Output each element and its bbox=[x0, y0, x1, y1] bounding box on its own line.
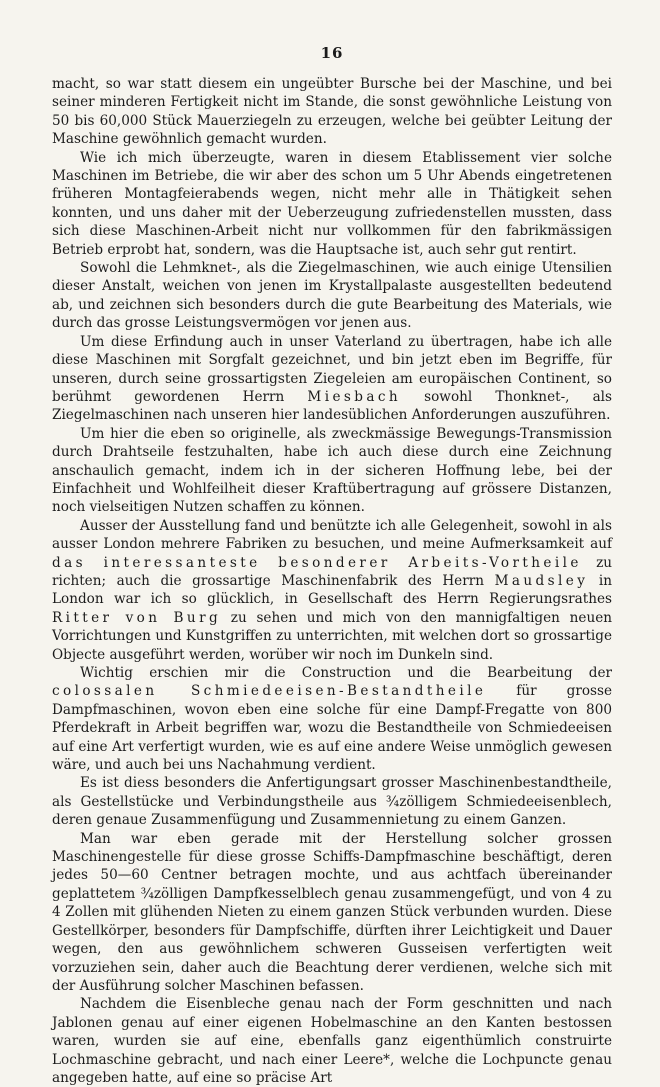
spaced-emphasis-text: Miesbach bbox=[307, 388, 402, 405]
paragraph-text: für grosse Dampfmaschinen, wovon eben eine solche für eine Dampf-Fregatte von 800 Pferdekraft in Arbeit begriffen war, wozu die Bestandtheile von Schmiedeeisen auf eine Art verfertigt wurden, wie es auf eine andere Weise unmöglich gewesen wäre, und auch bei uns Nachahmung verdient. bbox=[52, 683, 613, 774]
paragraph-text: Um diese Erfindung auch in unser Vaterland zu übertragen, habe ich alle diese Maschinen mit Sorgfalt gezeichnet, und bin jetzt eben im Begriffe, für unseren, durch seine grossartigsten Ziegeleien am europäischen Continent, so berühmt gewordenen Herrn bbox=[52, 333, 612, 405]
paragraph bbox=[52, 425, 612, 517]
spaced-emphasis-text: Maudsley bbox=[494, 572, 589, 589]
spaced-emphasis-text: Ritter von Burg bbox=[52, 609, 222, 626]
paragraph-text: sowohl Thonknet-, als Ziegelmaschinen nach unseren hier landesüblichen Anforderungen auszuführen. bbox=[52, 388, 613, 424]
paragraph-text: Es ist diess besonders die Anfertigungsart grosser Maschinenbestandtheile, als Gestellstücke und Verbindungstheile aus ¾zölligem Schmiedeeisenblech, deren genaue Zusammenfügung und Zusammennietung zu einem Ganzen. bbox=[52, 775, 612, 829]
paragraph-text: in London war ich so glücklich, in Gesellschaft des Herrn Regierungsrathes bbox=[52, 572, 612, 608]
paragraph bbox=[52, 664, 612, 774]
paragraph-text: Sowohl die Lehmknet-, als die Ziegelmaschinen, wie auch einige Utensilien dieser Anstalt, weichen von jenen im Krystallpalaste ausgestellten bedeutend ab, und zeichnen sich besonders durch die gute Bearbeitung des Materials, wie durch das grosse Leistungsvermögen vor jenen aus. bbox=[52, 260, 612, 332]
page-number: 16 bbox=[320, 44, 344, 62]
paragraph bbox=[52, 75, 612, 149]
paragraph-text: Man war eben gerade mit der Herstellung solcher grossen Maschinengestelle für diese grosse Schiffs-Dampfmaschine beschäftigt, deren jedes 50—60 Centner betragen mochte, und aus achtfach übereinander geplattetem ¾zölligen Dampfkesselblech genau zusammengefügt, und von 4 zu 4 Zollen mit glühenden Nieten zu einem ganzen Stück verbunden wurden. Diese Gestellkörper, besonders für Dampfschiffe, dürften ihrer Leichtigkeit und Dauer wegen, den aus gewöhnlichem schweren Gusseisen verfertigten weit vorzuziehen sein, daher auch die Beachtung derer verdienen, welche sich mit der Ausführung solcher Maschinen befassen. bbox=[52, 830, 612, 994]
paragraph-text: zu richten; auch die grossartige Maschinenfabrik des Herrn bbox=[52, 554, 612, 589]
paragraph bbox=[52, 333, 612, 425]
paragraph bbox=[52, 995, 612, 1087]
paragraph bbox=[52, 149, 612, 259]
paragraph-text: Wichtig erschien mir die Construction und die Bearbeitung der bbox=[80, 665, 612, 681]
paragraph-text: Um hier die eben so originelle, als zweckmässige Bewegungs-Transmission durch Drahtseile festzuhalten, habe ich auch diese durch eine Zeichnung anschaulich gemacht, indem ich in der sicheren Hoffnung lebe, bei der Einfachheit und Wohlfeilheit dieser Kraftübertragung auf grössere Distanzen, noch vielseitigen Nutzen schaffen zu können. bbox=[52, 425, 612, 516]
paragraph bbox=[52, 259, 612, 333]
paragraph-text: macht, so war statt diesem ein ungeübter Bursche bei der Maschine, und bei seiner minderen Fertigkeit nicht im Stande, die sonst gewöhnliche Leistung von 50 bis 60,000 Stück Mauerziegeln zu erzeugen, welche bei geübter Leitung der Maschine gewöhnlich gemacht wurden. bbox=[52, 76, 612, 148]
paragraph-text: Ausser der Ausstellung fand und benützte ich alle Gelegenheit, sowohl in als ausser London mehrere Fabriken zu besuchen, und meine Aufmerksamkeit auf bbox=[52, 517, 612, 553]
paragraph bbox=[52, 517, 612, 664]
paragraph-text: Wie ich mich überzeugte, waren in diesem Etablissement vier solche Maschinen im Betriebe, die wir aber des schon um 5 Uhr Abends eingetretenen früheren Montagfeierabends wegen, nicht mehr alle in Thätigkeit sehen konnten, und uns daher mit der Ueberzeugung zufriedenstellen mussten, dass sich diese Maschinen-Arbeit nicht nur vollkommen für den fabrikmässigen Betrieb erprobt hat, sondern, was die Hauptsache ist, auch sehr gut rentirt. bbox=[52, 149, 612, 258]
paragraph bbox=[52, 774, 612, 829]
spaced-emphasis-text: das interessanteste besonderer Arbeits-Vortheile bbox=[52, 554, 582, 571]
paragraph-text: zu sehen und mich von den mannigfaltigen neuen Vorrichtungen und Kunstgriffen zu unterrichten, mit welchen dort so grossartige Objecte ausgeführt werden, worüber wir noch im Dunkeln sind. bbox=[52, 609, 613, 663]
paragraph bbox=[52, 830, 612, 996]
body-text bbox=[52, 75, 612, 1087]
spaced-emphasis-text: colossalen Schmiedeeisen-Bestandtheile bbox=[52, 683, 487, 700]
paragraph-text: Nachdem die Eisenbleche genau nach der Form geschnitten und nach Jablonen genau auf einer eigenen Hobelmaschine an den Kanten bestossen waren, wurden sie auf eine, ebenfalls ganz eigenthümlich construirte Lochmaschine gebracht, und nach einer Leere*, welche die Lochpuncte genau angegeben hatte, auf eine so präcise Art bbox=[52, 996, 612, 1086]
